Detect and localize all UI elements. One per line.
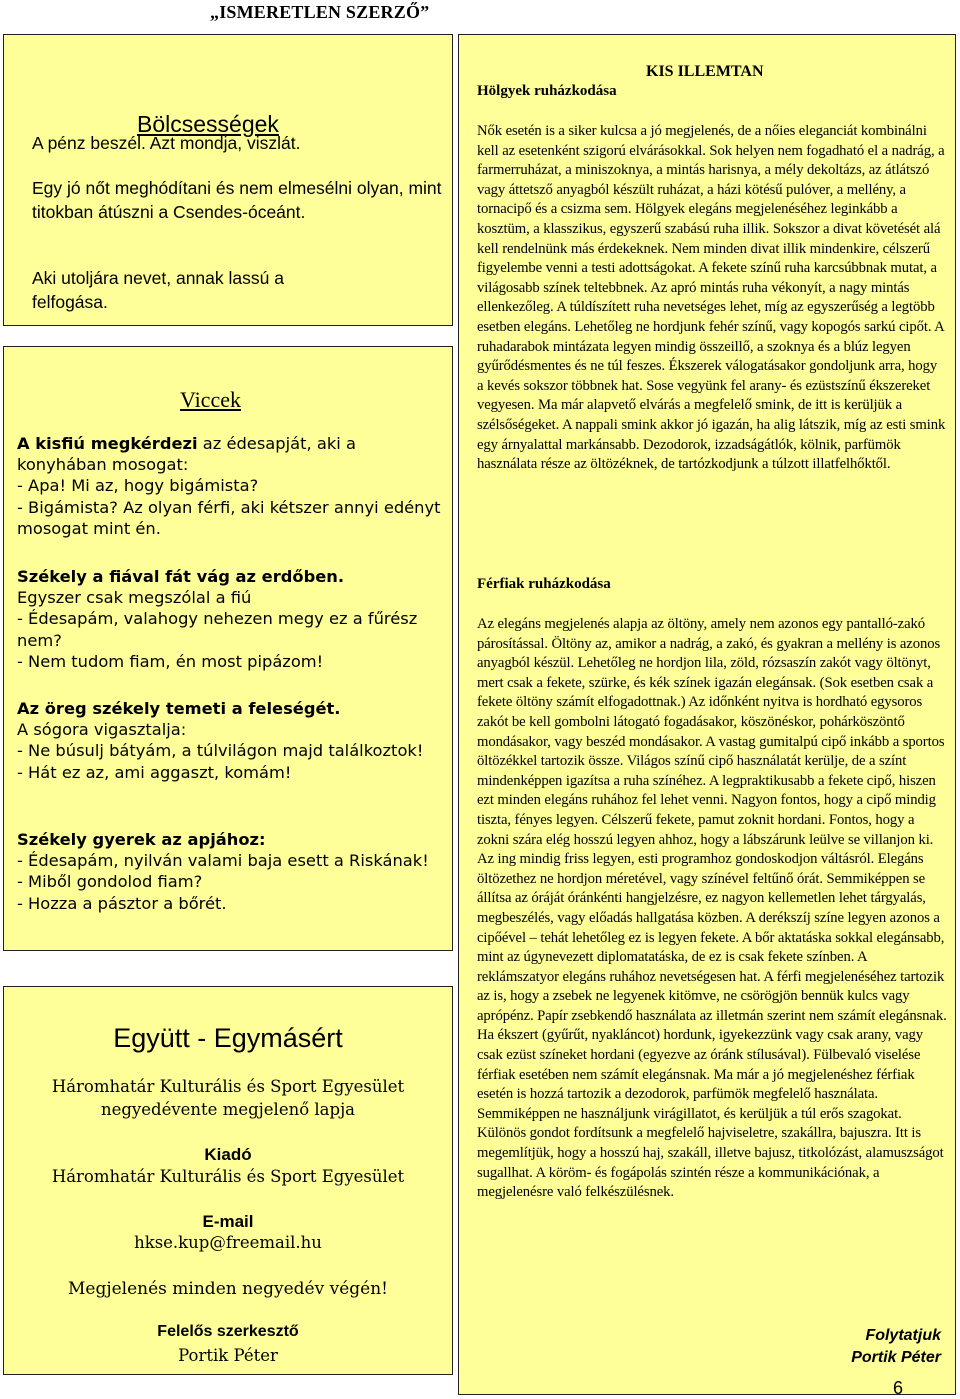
publisher-label: Kiadó: [204, 1145, 252, 1164]
joke-line: - Édesapám, valahogy nehezen megy ez a fűrész nem?: [17, 609, 418, 650]
joke-4: [17, 829, 442, 914]
paragraph-men: Az elegáns megjelenés alapja az öltöny, amely nem azonos egy pantalló-zakó párosítással. Öltöny az, amikor a nadrág, a zakó, és gyakran a mellény is azonos anyagból készül. Lehetőleg ne hordjon lila, zöld, rózsaszín zakót vagy öltönyt, mert csak a fekete, szürke, és kék színek igazán elegánsak. (Sok esetben csak a fekete öltöny számít elfogadottnak.) Az időnként nyitva is hordható egysoros zakót be kell gombolni látogató fogadásakor, köszönéskor, pohárköszöntő mondásakor, vagy beszéd mondásakor. A vastag gumitalpú cipő inkább a sportos öltözékkel tartozik össze. Világos színű cipő használatát kerülje, de a színt mindenképpen igazítsa a ruha színéhez. A legpraktikusabb a fekete cipő, hiszen ezt minden elegáns ruhához fel lehet venni. Nagyon fontos, hogy a cipő mindig tiszta, fényes legyen. Célszerű fekete, pamut zoknit hordani. Fontos, hogy a zokni szára elég hosszú legyen ahhoz, hogy a lábszárunk leülve se villanjon ki. Az ing mindig friss legyen, esti programhoz gondoskodjon váltásról. Elegáns öltözethez ne hordjon méretével, vagy színével feltűnő órát. Semmiképpen se állítsa az óráját óránkénti hangjelzésre, ez nagyon kellemetlen lehet tárgyalás, megbeszélés, vagy előadás hallgatása közben. A derékszíj színe legyen azonos a cipőével – tehát lehetőleg ez is legyen fekete. A bőr aktatáska sokkal elegánsabb, mint az úgynevezett diplomatatáska, de ez is csak fekete színben. A reklámszatyor elegáns ruhához nevetségesen hat. A férfi megjelenéséhez tartozik az is, hogy a zsebek ne legyenek kitömve, ne csörögjön bennük kulcs vagy aprópénz. Papír zsebkendő használata az illetmán szerint nem számít elegánsnak. Ha ékszert (gyűrűt, nyakláncot) hordunk, igyekezzünk vagy csak arany, vagy csak ezüst színeket hordani (egyezve az óránk stílusával). Fülbevaló viselése férfiak esetében nem számít elegánsnak. Ma már a jó megjelenéshez férfiak esetén is hozzá tartozik a dezodorok, parfümök megfelelő használata. Semmiképpen ne használjunk virágillatot, és kerüljük a túl erős szagokat. Különös gondot fordítsunk a megfelelő hajviseletre, szakállra, bajuszra. Itt is megemlítjük, hogy a hosszú haj, szakáll, illetve bajusz, titkolózást, alamuszságot sugallhat. A köröm- és fogápolás szintén része a kommunikációnak, a megjelenésre való felkészülésnek.: [477, 616, 947, 1201]
joke-title: Az öreg székely temeti a feleségét.: [17, 699, 341, 718]
wisdom-item: Aki utoljára nevet, annak lassú a felfogása.: [32, 268, 284, 312]
wisdom-item: Egy jó nőt meghódítani és nem elmesélni olyan, mint titokban átúszni a Csendes-óceánt.: [32, 178, 442, 222]
publication-schedule: Megjelenés minden negyedév végén!: [67, 1279, 388, 1299]
author-signature: Portik Péter: [851, 1349, 941, 1366]
joke-title: Székely gyerek az apjához:: [17, 830, 266, 849]
joke-line: - Apa! Mi az, hogy bigámista?: [17, 476, 259, 496]
joke-line: - Édesapám, nyilván valami baja esett a Riskának!: [17, 851, 429, 871]
editor-name: Portik Péter: [178, 1346, 278, 1365]
joke-line: Egyszer csak megszólal a fiú: [17, 588, 252, 608]
joke-1: [17, 433, 442, 539]
wisdom-item: A pénz beszél. Azt mondja, viszlát.: [32, 133, 301, 153]
section-heading-women: Hölgyek ruházkodása: [477, 83, 617, 99]
page-number: 6: [893, 1378, 904, 1398]
publisher-name: Háromhatár Kulturális és Sport Egyesület: [51, 1167, 405, 1186]
joke-line: - Miből gondolod fiam?: [17, 872, 203, 892]
joke-1-lead: [17, 433, 442, 475]
joke-1-lead-bold: A kisfiú megkérdezi: [17, 434, 198, 453]
section-heading-men: Férfiak ruházkodása: [477, 576, 611, 592]
editor-label: Felelős szerkesztő: [157, 1323, 299, 1340]
joke-line: A sógora vigasztalja:: [17, 720, 187, 740]
publisher-org-subline: negyedévente megjelenő lapja: [100, 1100, 356, 1119]
jokes-title: Viccek: [180, 387, 241, 412]
joke-line: - Bigámista? Az olyan férfi, aki kétszer annyi edényt mosogat mint én.: [17, 497, 441, 538]
wisdom-box: [3, 34, 453, 326]
wisdom-title: Bölcsességek: [137, 111, 279, 137]
joke-2: [17, 566, 442, 672]
paragraph-women: Nők esetén is a siker kulcsa a jó megjelenés, de a nőies eleganciát kombinálni kell az esetenként szigorú elvárásokkal. Sok helyen nem fogadható el a nadrág, a farmerruházat, a miniszoknya, a mintás harisnya, a mély dekoltázs, az átlátszó vagy áttetsző anyagból készült ruházat, a házi kötésű pulóver, a mellény, a tornacipő és a csizma sem. Hölgyek elegáns megjelenéséhez leginkább a kosztüm, a klasszikus, egyszerű szabású ruha illik. Sokszor a divat követését alá kell rendelnünk más érdekeknek. Nem minden divat illik mindenkire, célszerű figyelembe venni a testi adottságokat. A fekete színű ruha karcsúbbnak mutat, a világosabb színek teltebbnek. Az apró mintás ruha vékonyít, a nagy mintás ellenkezőleg. A túldíszített ruha nevetséges lehet, míg az egyszerűség a legtöbb esetben elegáns. Lehetőleg ne hordjunk fehér színű, vagy kopogós sarkú cipőt. A ruhadarabok mintázata legyen mindig összeillő, a szoknya és a blúz legyen gyűrődésmentes és ne túl feszes. Ékszerek válogatásakor gondoljunk arra, hogy a kevés sokszor többnek hat. Sose vegyünk fel arany- és ezüstszínű ékszereket vegyesen. Ma már alapvető elvárás a megfelelő smink, de itt is kerüljük a szélsőségeket. A nappali smink akkor jó igazán, ha alig látszik, míg az esti smink egy árnyalattal markánsabb. Dezodorok, izzadságátlók, kölnik, parfümök használata része az öltözéknek, de tartózkodjunk a túlzott illatfelhőktől.: [477, 123, 946, 473]
joke-3: [17, 698, 442, 783]
joke-line: - Hát ez az, ami aggaszt, komám!: [17, 762, 292, 782]
page-header-title: „ISMERETLEN SZERZŐ”: [210, 2, 430, 22]
article-kicker: KIS ILLEMTAN: [646, 63, 764, 80]
article-box: [458, 34, 956, 1395]
continued-note: Folytatjuk: [865, 1327, 941, 1344]
joke-line: - Nem tudom fiam, én most pipázom!: [17, 651, 324, 671]
joke-line: - Hozza a pásztor a bőrét.: [17, 893, 227, 913]
joke-line: - Ne búsulj bátyám, a túlvilágon majd találkoztok!: [17, 741, 424, 761]
impressum-box: [3, 986, 453, 1375]
publisher-org-line: Háromhatár Kulturális és Sport Egyesület: [51, 1077, 405, 1096]
email-address: hkse.kup@freemail.hu: [134, 1233, 322, 1252]
joke-1-lead-rest: az édesapját, aki a konyhában mosogat:: [17, 434, 356, 475]
joke-title: Székely a fiával fát vág az erdőben.: [17, 567, 345, 586]
jokes-box: [3, 346, 453, 951]
email-label: E-mail: [202, 1212, 254, 1231]
publication-title: Együtt - Egymásért: [113, 1023, 343, 1053]
